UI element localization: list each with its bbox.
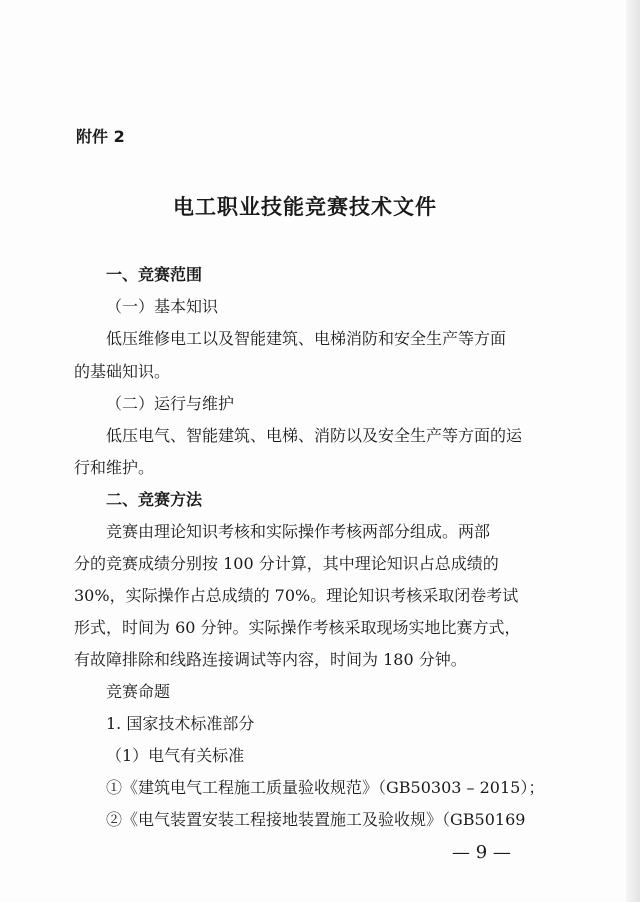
list-item: （1）电气有关标准 <box>106 746 245 765</box>
paragraph-line: 低压电气、智能建筑、电梯、消防以及安全生产等方面的运 <box>106 426 523 445</box>
paragraph-line: 低压维修电工以及智能建筑、电梯消防和安全生产等方面 <box>106 329 507 348</box>
paragraph-line: 有故障排除和线路连接调试等内容，时间为 180 分钟。 <box>74 650 467 669</box>
paragraph-line: 分的竞赛成绩分别按 100 分计算，其中理论知识占总成绩的 <box>74 554 499 573</box>
section-heading-scope: 一、竞赛范围 <box>106 265 203 284</box>
list-item: 1. 国家技术标准部分 <box>106 714 255 733</box>
page-number: — 9 — <box>452 842 511 863</box>
subsection-heading-basic-knowledge: （一）基本知识 <box>106 297 219 316</box>
proposition-heading: 竞赛命题 <box>106 682 171 701</box>
paragraph-line: 30%，实际操作占总成绩的 70%。理论知识考核采取闭卷考试 <box>74 586 519 605</box>
paragraph-line: 形式，时间为 60 分钟。实际操作考核采取现场实地比赛方式， <box>74 618 521 637</box>
attachment-label: 附件 2 <box>76 127 125 146</box>
page-edge-shadow <box>626 0 640 902</box>
subsection-heading-operation: （二）运行与维护 <box>106 394 235 413</box>
paragraph-line: 的基础知识。 <box>74 362 171 381</box>
standard-item: ②《电气装置安装工程接地装置施工及验收规》（GB50169 <box>106 810 526 829</box>
document-title: 电工职业技能竞赛技术文件 <box>173 194 437 219</box>
section-heading-method: 二、竞赛方法 <box>106 490 203 509</box>
standard-item: ①《建筑电气工程施工质量验收规范》（GB50303 – 2015）； <box>106 778 545 797</box>
paragraph-line: 行和维护。 <box>74 458 155 477</box>
paragraph-line: 竞赛由理论知识考核和实际操作考核两部分组成。两部 <box>106 522 491 541</box>
